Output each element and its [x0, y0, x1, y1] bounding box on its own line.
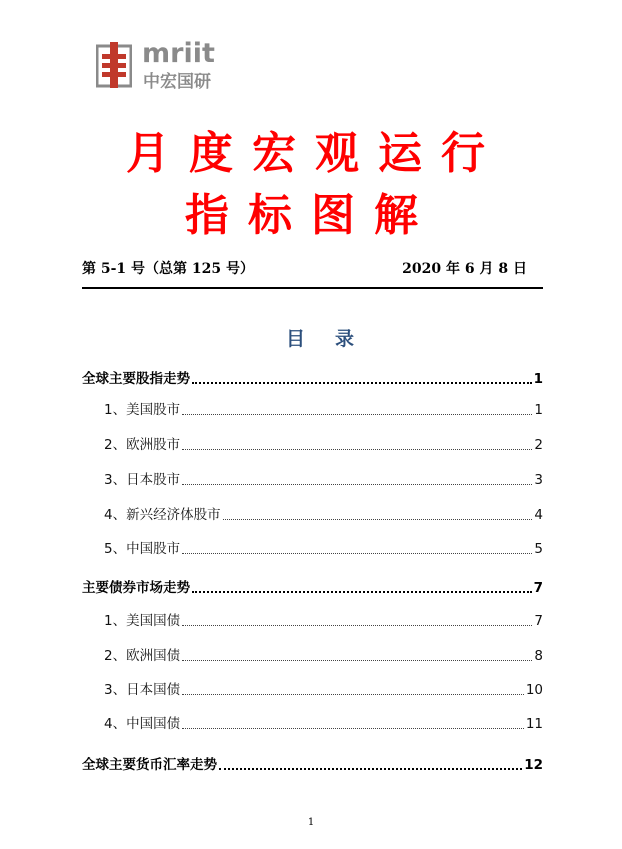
- toc-leader-dots: [182, 484, 532, 485]
- toc-item-jp-bonds[interactable]: [104, 681, 543, 699]
- toc-leader-dots: [182, 553, 532, 554]
- toc-entry-label: 2、欧洲股市: [104, 437, 181, 453]
- toc-entry-label: 5、中国股市: [104, 541, 181, 557]
- toc-entry-label: 3、日本股市: [104, 472, 181, 488]
- page-number: 1: [307, 817, 315, 828]
- toc-heading: 目录: [285, 328, 384, 350]
- toc-entry-label: 主要债券市场走势: [82, 580, 190, 596]
- toc-leader-dots: [182, 694, 524, 695]
- logo-text-en: mriit: [142, 38, 215, 69]
- toc-entry-page: 11: [525, 716, 543, 732]
- toc-entry-label: 全球主要股指走势: [82, 371, 190, 387]
- toc-entry-label: 全球主要货币汇率走势: [82, 757, 217, 773]
- toc-item-em-stocks[interactable]: [104, 506, 543, 524]
- toc-entry-page: 1: [533, 371, 543, 387]
- toc-item-cn-bonds[interactable]: [104, 715, 543, 733]
- toc-item-cn-stocks[interactable]: [104, 540, 543, 558]
- toc-entry-page: 8: [534, 648, 543, 664]
- toc-leader-dots: [182, 414, 532, 415]
- toc-entry-label: 4、中国国债: [104, 716, 181, 732]
- toc-leader-dots: [182, 660, 532, 661]
- toc-entry-page: 7: [533, 580, 543, 596]
- toc-section-fx[interactable]: [82, 756, 543, 774]
- logo-text-zh: 中宏国研: [143, 72, 211, 92]
- report-title-line1: 月度宏观运行: [126, 128, 504, 179]
- mriit-logo: [96, 38, 236, 92]
- toc-section-stocks[interactable]: [82, 370, 543, 388]
- toc-leader-dots: [223, 519, 533, 520]
- toc-entry-label: 4、新兴经济体股市: [104, 507, 221, 523]
- toc-entry-page: 12: [524, 757, 543, 773]
- toc-item-jp-stocks[interactable]: [104, 471, 543, 489]
- toc-leader-dots: [192, 382, 532, 384]
- toc-entry-page: 5: [534, 541, 543, 557]
- toc-entry-label: 2、欧洲国债: [104, 648, 181, 664]
- toc-item-eu-bonds[interactable]: [104, 647, 543, 665]
- issue-date: 2020 年 6 月 8 日: [402, 261, 527, 277]
- toc-item-us-stocks[interactable]: [104, 401, 543, 419]
- toc-leader-dots: [182, 625, 532, 626]
- toc-entry-page: 4: [534, 507, 543, 523]
- logo-mark-icon: [96, 42, 132, 88]
- report-title-line2: 指标图解: [185, 190, 437, 241]
- toc-entry-page: 7: [534, 613, 543, 629]
- toc-entry-page: 2: [534, 437, 543, 453]
- header-divider: [82, 287, 543, 289]
- toc-entry-label: 1、美国股市: [104, 402, 181, 418]
- toc-leader-dots: [182, 449, 532, 450]
- toc-leader-dots: [192, 591, 532, 593]
- toc-section-bonds[interactable]: [82, 579, 543, 597]
- toc-leader-dots: [182, 728, 524, 729]
- toc-entry-page: 10: [525, 682, 543, 698]
- issue-number: 第 5-1 号（总第 125 号）: [82, 261, 255, 277]
- toc-leader-dots: [219, 768, 522, 770]
- toc-item-eu-stocks[interactable]: [104, 436, 543, 454]
- toc-entry-label: 3、日本国债: [104, 682, 181, 698]
- toc-entry-page: 3: [534, 472, 543, 488]
- toc-item-us-bonds[interactable]: [104, 612, 543, 630]
- toc-entry-label: 1、美国国债: [104, 613, 181, 629]
- toc-entry-page: 1: [534, 402, 543, 418]
